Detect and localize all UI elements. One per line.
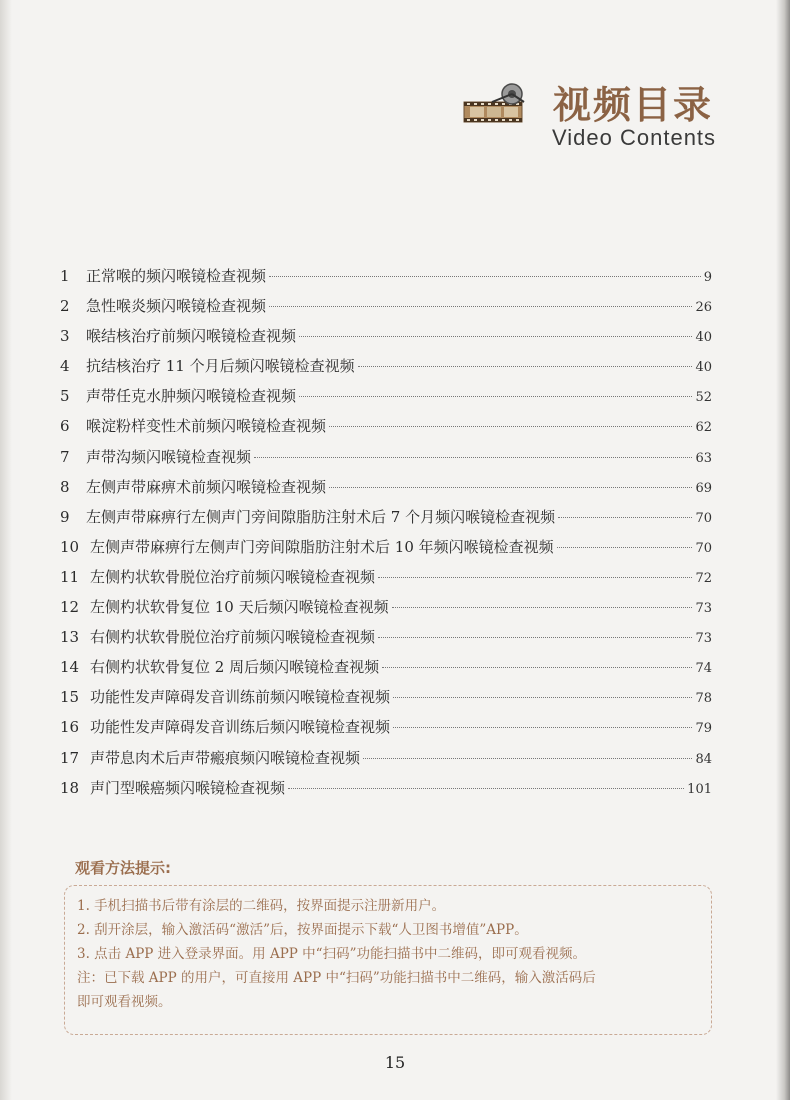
toc-entry-number: 8 (60, 477, 70, 496)
toc-entry-page: 70 (695, 510, 712, 526)
table-of-contents (60, 265, 712, 807)
tips-line: 1. 手机扫描书后带有涂层的二维码，按界面提示注册新用户。 (77, 898, 446, 914)
toc-entry-number: 6 (60, 417, 70, 436)
toc-entry-title: 左侧杓状软骨复位 10 天后频闪喉镜检查视频 (90, 598, 389, 617)
toc-entry[interactable] (60, 626, 712, 656)
dot-leader (378, 637, 692, 638)
dot-leader (299, 336, 692, 337)
toc-entry-page: 101 (687, 781, 712, 797)
page-subtitle: Video Contents (552, 125, 717, 150)
dot-leader (363, 758, 692, 759)
toc-entry[interactable] (60, 596, 712, 626)
toc-entry-title: 正常喉的频闪喉镜检查视频 (86, 267, 267, 285)
toc-entry-number: 3 (60, 327, 70, 346)
toc-entry-title: 声门型喉癌频闪喉镜检查视频 (90, 778, 286, 797)
toc-entry-number: 13 (60, 628, 80, 647)
toc-entry-title: 左侧杓状软骨脱位治疗前频闪喉镜检查视频 (90, 567, 376, 586)
toc-entry-page: 9 (703, 270, 712, 285)
dot-leader (558, 517, 692, 518)
toc-entry-page: 63 (695, 450, 712, 466)
dot-leader (329, 487, 692, 488)
toc-entry-number: 2 (60, 297, 70, 316)
dot-leader (393, 697, 692, 698)
tips-heading: 观看方法提示: (75, 859, 171, 877)
toc-entry-page: 62 (695, 420, 712, 436)
toc-entry-title: 抗结核治疗 11 个月后频闪喉镜检查视频 (86, 357, 355, 376)
tips-box (64, 885, 712, 1035)
dot-leader (269, 306, 692, 307)
page-left-edge (0, 0, 12, 1100)
toc-entry-number: 9 (60, 507, 70, 526)
toc-entry-page: 74 (695, 661, 712, 677)
toc-entry-title: 左侧声带麻痹术前频闪喉镜检查视频 (86, 477, 327, 496)
dot-leader (358, 366, 693, 367)
toc-entry-title: 声带任克水肿频闪喉镜检查视频 (86, 387, 297, 406)
page-number: 15 (384, 1053, 406, 1072)
toc-entry-page: 26 (695, 300, 712, 316)
dot-leader (329, 426, 692, 427)
tips-line: 3. 点击 APP 进入登录界面。用 APP 中“扫码”功能扫描书中二维码，即可观看视频。 (77, 946, 586, 962)
toc-entry[interactable] (60, 686, 712, 716)
toc-entry-number: 15 (60, 688, 80, 707)
toc-entry-page: 52 (695, 390, 712, 406)
toc-entry-page: 70 (695, 540, 712, 556)
dot-leader (557, 547, 693, 548)
toc-entry-page: 84 (695, 751, 712, 767)
dot-leader (288, 788, 684, 789)
dot-leader (382, 667, 692, 668)
dot-leader (393, 727, 692, 728)
toc-entry-number: 14 (60, 658, 80, 677)
dot-leader (299, 396, 692, 397)
toc-entry[interactable] (60, 536, 712, 566)
page-title: 视频目录 (553, 83, 714, 127)
toc-entry-title: 右侧杓状软骨脱位治疗前频闪喉镜检查视频 (90, 628, 376, 647)
toc-entry-title: 功能性发声障碍发音训练后频闪喉镜检查视频 (90, 718, 391, 737)
toc-entry[interactable] (60, 295, 712, 325)
toc-entry-number: 7 (60, 447, 70, 466)
toc-entry[interactable] (60, 325, 712, 355)
toc-entry-number: 18 (60, 778, 80, 797)
toc-entry-title: 功能性发声障碍发音训练前频闪喉镜检查视频 (90, 688, 391, 707)
toc-entry[interactable] (60, 385, 712, 415)
toc-entry-page: 79 (695, 721, 712, 737)
toc-entry-page: 40 (695, 330, 712, 346)
toc-entry-title: 左侧声带麻痹行左侧声门旁间隙脂肪注射术后 10 年频闪喉镜检查视频 (90, 537, 554, 556)
film-reel-icon (462, 80, 530, 130)
toc-entry-page: 72 (695, 570, 712, 586)
toc-entry-title: 喉淀粉样变性术前频闪喉镜检查视频 (86, 417, 327, 436)
toc-entry-title: 急性喉炎频闪喉镜检查视频 (86, 297, 267, 316)
toc-entry-title: 右侧杓状软骨复位 2 周后频闪喉镜检查视频 (90, 658, 380, 677)
dot-leader (392, 607, 693, 608)
toc-entry-page: 78 (695, 691, 712, 707)
toc-entry[interactable] (60, 716, 712, 746)
tips-line: 即可观看视频。 (77, 994, 172, 1010)
toc-entry[interactable] (60, 476, 712, 506)
toc-entry-title: 声带沟频闪喉镜检查视频 (86, 447, 252, 466)
toc-entry[interactable] (60, 446, 712, 476)
toc-entry[interactable] (60, 747, 712, 777)
toc-entry-number: 5 (60, 387, 70, 406)
toc-entry[interactable] (60, 265, 712, 295)
toc-entry-number: 16 (60, 718, 80, 737)
toc-entry-title: 左侧声带麻痹行左侧声门旁间隙脂肪注射术后 7 个月频闪喉镜检查视频 (86, 507, 556, 526)
page-binding-shadow (776, 0, 790, 1100)
toc-entry-title: 声带息肉术后声带瘢痕频闪喉镜检查视频 (90, 748, 361, 767)
tips-line: 注：已下载 APP 的用户，可直接用 APP 中“扫码”功能扫描书中二维码，输入激活码后 (77, 970, 596, 986)
toc-entry-title: 喉结核治疗前频闪喉镜检查视频 (86, 327, 297, 346)
toc-entry[interactable] (60, 656, 712, 686)
toc-entry-number: 11 (60, 567, 80, 586)
dot-leader (378, 577, 692, 578)
toc-entry[interactable] (60, 355, 712, 385)
toc-entry-number: 1 (60, 267, 70, 285)
toc-entry-number: 10 (60, 537, 80, 556)
toc-entry[interactable] (60, 415, 712, 445)
toc-entry[interactable] (60, 777, 712, 807)
toc-entry-page: 69 (695, 480, 712, 496)
dot-leader (254, 457, 692, 458)
toc-entry[interactable] (60, 506, 712, 536)
tips-line: 2. 刮开涂层，输入激活码“激活”后，按界面提示下载“人卫图书增值”APP。 (77, 922, 528, 938)
toc-entry-page: 73 (695, 601, 712, 617)
toc-entry-page: 73 (695, 631, 712, 647)
toc-entry-page: 40 (695, 360, 712, 376)
toc-entry-number: 4 (60, 357, 70, 376)
toc-entry-number: 17 (60, 748, 80, 767)
toc-entry[interactable] (60, 566, 712, 596)
toc-entry-number: 12 (60, 598, 80, 617)
dot-leader (269, 276, 701, 277)
